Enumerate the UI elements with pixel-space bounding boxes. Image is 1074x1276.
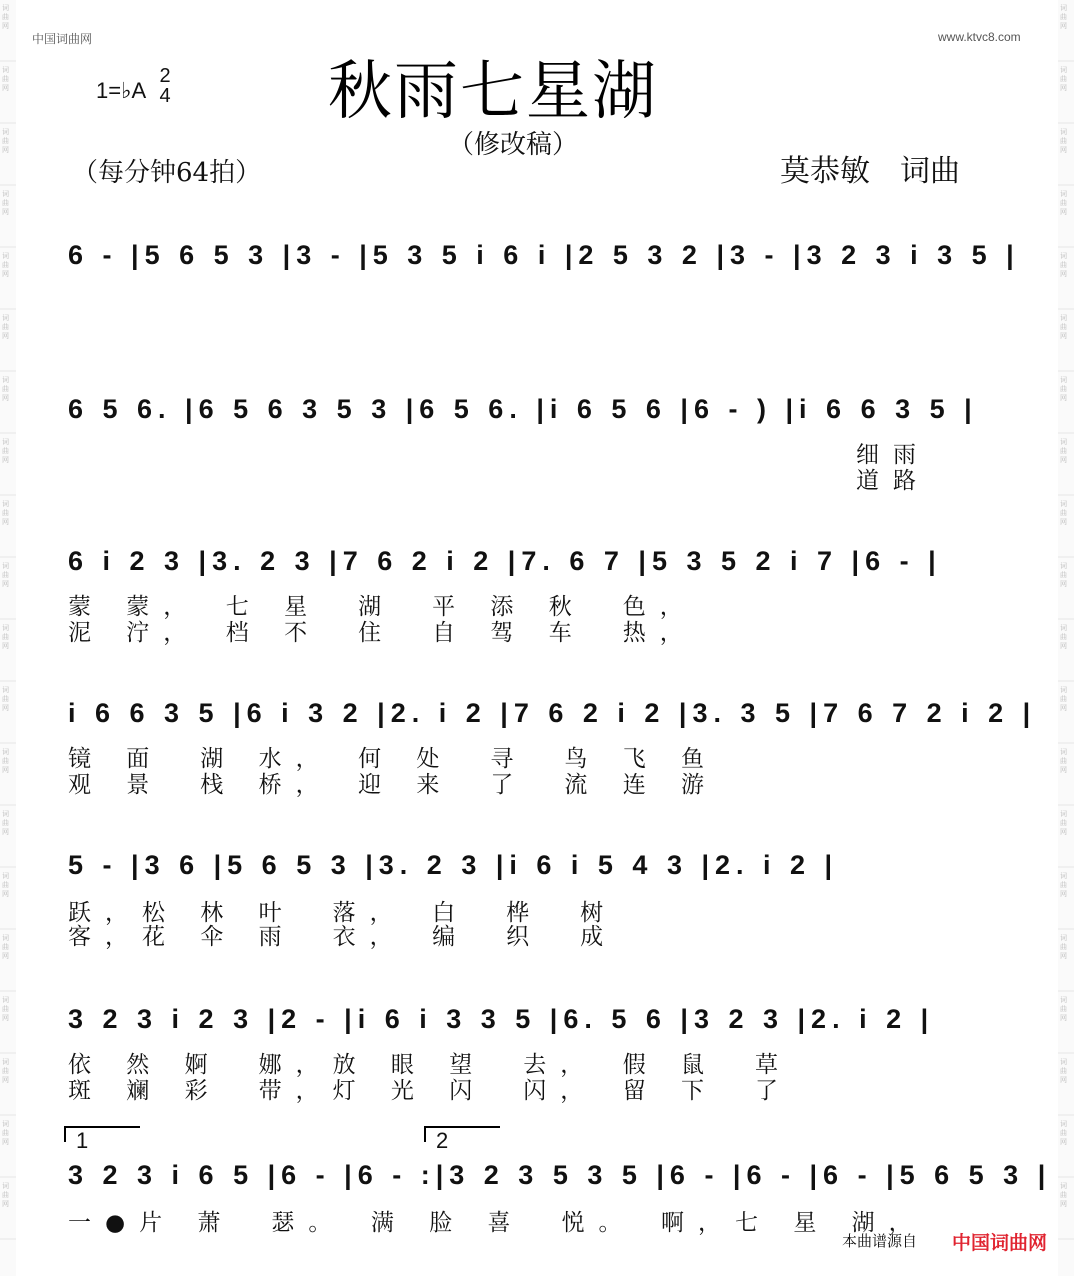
side-stamp-glyphs: 词曲网 xyxy=(1060,996,1067,1022)
side-stamp-glyphs: 词曲网 xyxy=(2,66,9,92)
side-stamp-glyphs: 词曲网 xyxy=(1060,66,1067,92)
side-stamp-glyphs: 词曲网 xyxy=(1060,190,1067,216)
score-line-2-lyrics-verse2: 道路 xyxy=(856,468,930,494)
score-line-4-lyrics-verse2: 观 景 栈 桥， 迎 来 了 流 连 游 xyxy=(68,772,719,798)
source-site-link[interactable]: 中国词曲网 xyxy=(952,1232,1048,1254)
side-stamp-glyphs: 词曲网 xyxy=(2,624,9,650)
side-stamp-glyphs: 词曲网 xyxy=(1060,314,1067,340)
score-line-7-notes: 3 2 3 i 6 5 |6 - |6 - :|3 2 3 5 3 5 |6 - |6 - |6 - |5 6 5 3 | xyxy=(68,1160,1052,1190)
score-line-6-lyrics-verse1: 依 然 婀 娜，放 眼 望 去， 假 鼠 草 xyxy=(68,1052,793,1078)
first-ending-label: 1 xyxy=(76,1128,95,1153)
side-stamp-glyphs: 词曲网 xyxy=(1060,500,1067,526)
time-signature-bottom: 4 xyxy=(159,85,171,107)
score-line-7-lyrics-verse1: 一●片 萧 瑟。 满 脸 喜 悦。 啊，七 星 湖， xyxy=(68,1210,926,1236)
score-line-4-lyrics-verse1: 镜 面 湖 水， 何 处 寻 鸟 飞 鱼 xyxy=(68,746,719,772)
side-stamp-glyphs: 词曲网 xyxy=(1060,438,1067,464)
left-side-stamp-strip xyxy=(0,0,16,1276)
side-stamp-glyphs: 词曲网 xyxy=(2,376,9,402)
score-line-4-notes: i 6 6 3 5 |6 i 3 2 |2. i 2 |7 6 2 i 2 |3. 3 5 |7 6 7 2 i 2 | xyxy=(68,698,1037,728)
watermark-left: 中国词曲网 xyxy=(32,32,93,46)
side-stamp-glyphs: 词曲网 xyxy=(1060,810,1067,836)
score-line-3-lyrics-verse2: 泥 泞， 档 不 住 自 驾 车 热， xyxy=(68,620,697,646)
watermark-right: www.ktvc8.com xyxy=(938,30,1021,44)
score-line-5-lyrics-verse2: 客，花 伞 雨 衣， 编 织 成 xyxy=(68,924,618,950)
right-side-stamp-strip xyxy=(1058,0,1074,1276)
side-stamp-glyphs: 词曲网 xyxy=(2,996,9,1022)
key-signature: 1=♭A xyxy=(96,78,147,103)
side-stamp-glyphs: 词曲网 xyxy=(2,314,9,340)
side-stamp-glyphs: 词曲网 xyxy=(2,128,9,154)
side-stamp-glyphs: 词曲网 xyxy=(1060,624,1067,650)
score-line-2-lyrics-verse1: 细雨 xyxy=(856,442,930,468)
side-stamp-glyphs: 词曲网 xyxy=(2,4,9,30)
second-ending-bracket-hook xyxy=(424,1126,426,1142)
score-line-2-notes: 6 5 6. |6 5 6 3 5 3 |6 5 6. |i 6 5 6 |6 - ) |i 6 6 3 5 | xyxy=(68,394,978,424)
score-line-6-notes: 3 2 3 i 2 3 |2 - |i 6 i 3 3 5 |6. 5 6 |3 2 3 |2. i 2 | xyxy=(68,1004,935,1034)
score-line-1-notes: 6 - |5 6 5 3 |3 - |5 3 5 i 6 i |2 5 3 2 |3 - |3 2 3 i 3 5 | xyxy=(68,240,1020,270)
side-stamp-glyphs: 词曲网 xyxy=(2,1182,9,1208)
second-ending-label: 2 xyxy=(436,1128,455,1153)
side-stamp-glyphs: 词曲网 xyxy=(1060,1182,1067,1208)
side-stamp-glyphs: 词曲网 xyxy=(2,1058,9,1084)
side-stamp-glyphs: 词曲网 xyxy=(1060,376,1067,402)
side-stamp-glyphs: 词曲网 xyxy=(2,1120,9,1146)
composer-credit: 莫恭敏 词曲 xyxy=(780,154,960,189)
side-stamp-glyphs: 词曲网 xyxy=(2,438,9,464)
side-stamp-glyphs: 词曲网 xyxy=(1060,252,1067,278)
side-stamp-glyphs: 词曲网 xyxy=(2,562,9,588)
side-stamp-glyphs: 词曲网 xyxy=(1060,1120,1067,1146)
side-stamp-glyphs: 词曲网 xyxy=(1060,4,1067,30)
side-stamp-glyphs: 词曲网 xyxy=(2,190,9,216)
song-title: 秋雨七星湖 xyxy=(328,55,658,129)
side-stamp-glyphs: 词曲网 xyxy=(1060,562,1067,588)
side-stamp-glyphs: 词曲网 xyxy=(2,872,9,898)
source-label: 本曲谱源自 xyxy=(842,1232,918,1250)
side-stamp-glyphs: 词曲网 xyxy=(1060,934,1067,960)
score-line-5-lyrics-verse1: 跃，松 林 叶 落， 白 桦 树 xyxy=(68,900,618,926)
subtitle: （修改稿） xyxy=(448,130,579,160)
score-line-3-lyrics-verse1: 蒙 蒙， 七 星 湖 平 添 秋 色， xyxy=(68,594,697,620)
side-stamp-glyphs: 词曲网 xyxy=(2,748,9,774)
score-line-5-notes: 5 - |3 6 |5 6 5 3 |3. 2 3 |i 6 i 5 4 3 |2. i 2 | xyxy=(68,850,839,880)
side-stamp-glyphs: 词曲网 xyxy=(2,810,9,836)
side-stamp-glyphs: 词曲网 xyxy=(1060,748,1067,774)
side-stamp-glyphs: 词曲网 xyxy=(1060,686,1067,712)
score-line-3-notes: 6 i 2 3 |3. 2 3 |7 6 2 i 2 |7. 6 7 |5 3 5 2 i 7 |6 - | xyxy=(68,546,942,576)
side-stamp-glyphs: 词曲网 xyxy=(1060,128,1067,154)
tempo-marking: （每分钟64拍） xyxy=(72,158,262,188)
score-line-6-lyrics-verse2: 斑 斓 彩 带，灯 光 闪 闪， 留 下 了 xyxy=(68,1078,793,1104)
time-signature-top: 2 xyxy=(159,65,171,87)
side-stamp-glyphs: 词曲网 xyxy=(2,686,9,712)
side-stamp-glyphs: 词曲网 xyxy=(2,252,9,278)
side-stamp-glyphs: 词曲网 xyxy=(2,500,9,526)
time-signature xyxy=(158,66,172,106)
side-stamp-glyphs: 词曲网 xyxy=(1060,1058,1067,1084)
first-ending-bracket-hook xyxy=(64,1126,66,1142)
side-stamp-glyphs: 词曲网 xyxy=(2,934,9,960)
side-stamp-glyphs: 词曲网 xyxy=(1060,872,1067,898)
